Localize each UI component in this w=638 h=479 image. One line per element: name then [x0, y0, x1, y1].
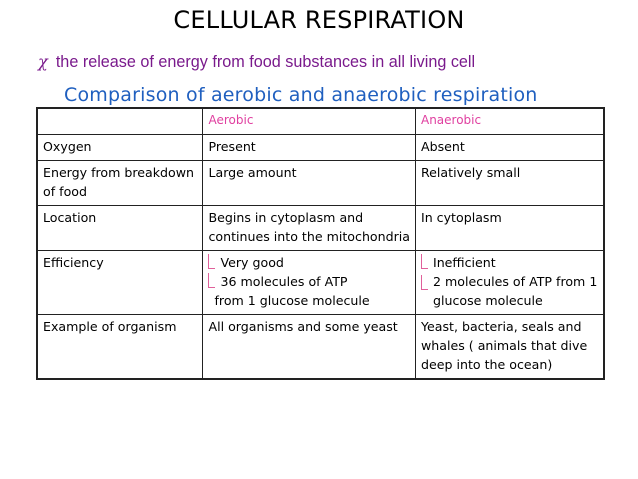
bracket-mark: [208, 273, 215, 288]
anaerobic-cell: In cytoplasm: [415, 206, 604, 251]
anaerobic-cell: Absent: [415, 135, 604, 161]
aerobic-point: from 1 glucose molecule: [214, 293, 370, 308]
row-label: Example of organism: [37, 315, 203, 380]
table-row: [37, 161, 604, 206]
bracket-mark: [208, 254, 215, 269]
row-label: Oxygen: [37, 135, 203, 161]
row-label: Energy from breakdown of food: [37, 161, 203, 206]
table-row: [37, 135, 604, 161]
bracket-mark: [421, 275, 428, 290]
definition-bullet: [38, 52, 475, 72]
table-row: [37, 206, 604, 251]
aerobic-cell: Begins in cytoplasm and continues into the mitochondria: [203, 206, 416, 251]
header-blank-cell: [37, 108, 203, 135]
table-row: [37, 315, 604, 380]
aerobic-cell: [203, 251, 416, 315]
aerobic-point: Very good: [208, 253, 410, 272]
row-label: Efficiency: [37, 251, 203, 315]
slide-title: CELLULAR RESPIRATION: [173, 6, 465, 34]
table-header-row: [37, 108, 604, 135]
header-aerobic: Aerobic: [203, 108, 416, 135]
aerobic-cell: All organisms and some yeast: [203, 315, 416, 380]
definition-text: the release of energy from food substances in all living cell: [55, 53, 476, 71]
anaerobic-point: 2 molecules of ATP from 1 glucose molecule: [421, 272, 598, 310]
header-anaerobic: Anaerobic: [415, 108, 604, 135]
aerobic-cell: Present: [203, 135, 416, 161]
anaerobic-point: Inefficient: [421, 253, 598, 272]
aerobic-cell: Large amount: [203, 161, 416, 206]
anaerobic-cell: Yeast, bacteria, seals and whales ( animals that dive deep into the ocean): [415, 315, 604, 380]
comparison-table: [36, 107, 605, 380]
anaerobic-cell: [415, 251, 604, 315]
bracket-mark: [421, 254, 428, 269]
table-row: [37, 251, 604, 315]
bullet-symbol: χ: [38, 52, 48, 71]
anaerobic-cell: Relatively small: [415, 161, 604, 206]
table-subtitle: Comparison of aerobic and anaerobic respiration: [64, 84, 538, 106]
row-label: Location: [37, 206, 203, 251]
aerobic-point: 36 molecules of ATP: [208, 272, 410, 291]
